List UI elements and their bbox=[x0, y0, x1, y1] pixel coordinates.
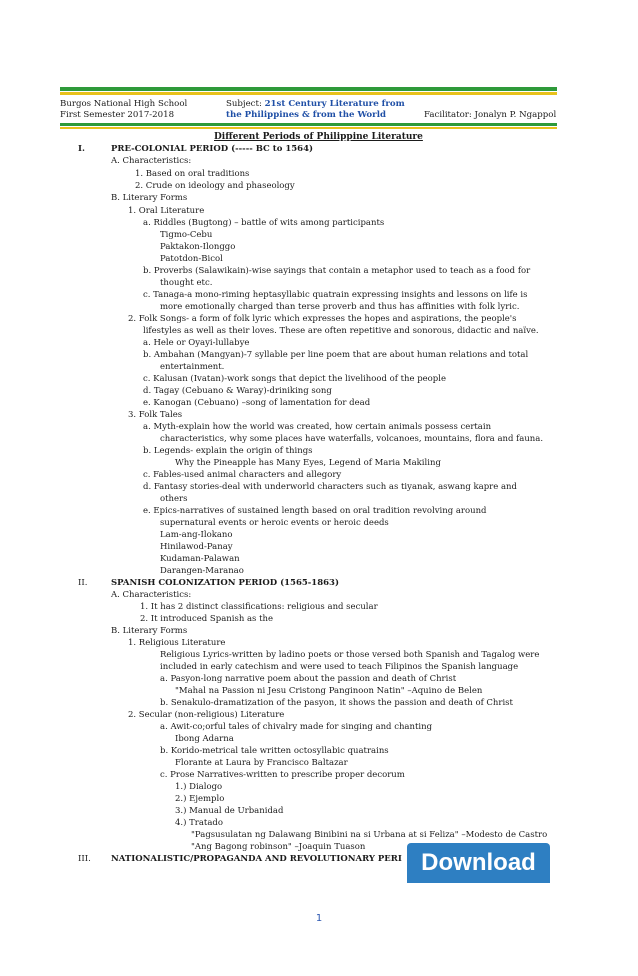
text-line: Patotdon-Bicol bbox=[160, 254, 223, 264]
text-line: more emotionally charged than terse proverb and thus has affinities with folk lyric. bbox=[160, 302, 520, 312]
text-line: 2. Folk Songs- a form of folk lyric which expresses the hopes and aspirations, the people's bbox=[128, 314, 517, 324]
text-line: 2.) Ejemplo bbox=[175, 794, 225, 804]
text-line: a. Hele or Oyayi-lullabye bbox=[143, 338, 250, 348]
text-line: II. bbox=[78, 578, 88, 588]
text-line: 4.) Tratado bbox=[175, 818, 223, 828]
text-line: e. Epics-narratives of sustained length based on oral tradition revolving around bbox=[143, 506, 487, 516]
text-line: B. Literary Forms bbox=[111, 626, 188, 636]
text-line: supernatural events or heroic events or heroic deeds bbox=[160, 518, 389, 528]
text-line: 1. It has 2 distinct classifications: religious and secular bbox=[140, 602, 378, 612]
text-line: d. Tagay (Cebuano & Waray)-driniking song bbox=[143, 386, 332, 396]
text-line: b. Legends- explain the origin of things bbox=[143, 446, 313, 456]
school-name: Burgos National High School bbox=[60, 99, 188, 109]
text-line: "Ang Bagong robinson" –Joaquin Tuason bbox=[191, 842, 366, 852]
text-line: PRE-COLONIAL PERIOD (----- BC to 1564) bbox=[111, 144, 314, 154]
text-line: 3. Folk Tales bbox=[128, 410, 183, 420]
text-line: included in early catechism and were used to teach Filipinos the Spanish language bbox=[160, 662, 519, 672]
document-title: Different Periods of Philippine Literature bbox=[214, 132, 423, 142]
text-line: b. Ambahan (Mangyan)-7 syllable per line poem that are about human relations and total bbox=[143, 350, 529, 360]
subject-label: Subject: bbox=[226, 99, 265, 109]
text-line: 1. Based on oral traditions bbox=[135, 169, 250, 179]
text-line: 1.) Dialogo bbox=[175, 782, 223, 792]
text-line: Florante at Laura by Francisco Baltazar bbox=[175, 758, 348, 768]
text-line: Lam-ang-Ilokano bbox=[160, 530, 233, 540]
text-line: III. bbox=[78, 854, 91, 864]
header-rule-top-accent bbox=[60, 92, 557, 95]
text-line: a. Awit-co;orful tales of chivalry made for singing and chanting bbox=[160, 722, 433, 732]
text-line: 2. Crude on ideology and phaseology bbox=[135, 181, 295, 191]
text-line: 2. It introduced Spanish as the bbox=[140, 614, 274, 624]
text-line: NATIONALISTIC/PROPAGANDA AND REVOLUTIONARY PERI bbox=[111, 854, 402, 864]
text-line: SPANISH COLONIZATION PERIOD (1565-1863) bbox=[111, 578, 339, 588]
text-line: Darangen-Maranao bbox=[160, 566, 244, 576]
text-line: 1. Oral Literature bbox=[128, 206, 205, 216]
text-line: d. Fantasy stories-deal with underworld characters such as tiyanak, aswang kapre and bbox=[143, 482, 517, 492]
text-line: I. bbox=[78, 144, 85, 154]
header-rule-bottom-accent bbox=[60, 127, 557, 129]
subject-line2: the Philippines & from the World bbox=[226, 110, 386, 120]
text-line: "Pagsusulatan ng Dalawang Binibini na si Urbana at si Feliza" –Modesto de Castro bbox=[191, 830, 548, 840]
facilitator: Facilitator: Jonalyn P. Ngappol bbox=[424, 110, 557, 120]
text-line: Why the Pineapple has Many Eyes, Legend of Maria Makiling bbox=[175, 458, 441, 468]
text-line: c. Fables-used animal characters and allegory bbox=[143, 470, 342, 480]
text-line: Hinilawod-Panay bbox=[160, 542, 233, 552]
text-line: c. Tanaga-a mono-riming heptasyllabic quatrain expressing insights and lessons on life is bbox=[143, 290, 528, 300]
text-line: entertainment. bbox=[160, 362, 225, 372]
text-line: others bbox=[160, 494, 188, 504]
text-line: Paktakon-Ilonggo bbox=[160, 242, 236, 252]
subject-block bbox=[226, 99, 405, 110]
page-number: 1 bbox=[315, 913, 323, 924]
subject-line1: 21st Century Literature from bbox=[264, 99, 405, 109]
text-line: A. Characteristics: bbox=[111, 156, 192, 166]
text-line: a. Pasyon-long narrative poem about the passion and death of Christ bbox=[160, 674, 457, 684]
text-line: a. Riddles (Bugtong) – battle of wits among participants bbox=[143, 218, 385, 228]
header-rule-top bbox=[60, 87, 557, 91]
text-line: c. Kalusan (Ivatan)-work songs that depict the livelihood of the people bbox=[143, 374, 446, 384]
text-line: lifestyles as well as their loves. These are often repetitive and sonorous, didactic and naïve. bbox=[143, 326, 539, 336]
text-line: 1. Religious Literature bbox=[128, 638, 226, 648]
text-line: b. Korido-metrical tale written octosyllabic quatrains bbox=[160, 746, 389, 756]
text-line: Religious Lyrics-written by ladino poets or those versed both Spanish and Tagalog were bbox=[160, 650, 540, 660]
text-line: b. Proverbs (Salawikain)-wise sayings that contain a metaphor used to teach as a food for bbox=[143, 266, 531, 276]
text-line: A. Characteristics: bbox=[111, 590, 192, 600]
text-line: B. Literary Forms bbox=[111, 193, 188, 203]
text-line: thought etc. bbox=[160, 278, 213, 288]
text-line: Kudaman-Palawan bbox=[160, 554, 240, 564]
text-line: characteristics, why some places have waterfalls, volcanoes, mountains, flora and fauna. bbox=[160, 434, 544, 444]
download-button[interactable]: Download bbox=[407, 843, 550, 883]
text-line: c. Prose Narratives-written to prescribe proper decorum bbox=[160, 770, 405, 780]
text-line: Ibong Adarna bbox=[175, 734, 234, 744]
text-line: 2. Secular (non-religious) Literature bbox=[128, 710, 285, 720]
text-line: "Mahal na Passion ni Jesu Cristong Panginoon Natin" –Aquino de Belen bbox=[175, 686, 483, 696]
text-line: Tigmo-Cebu bbox=[160, 230, 213, 240]
text-line: a. Myth-explain how the world was created, how certain animals possess certain bbox=[143, 422, 492, 432]
header-rule-bottom bbox=[60, 123, 557, 126]
semester: First Semester 2017-2018 bbox=[60, 110, 175, 120]
text-line: 3.) Manual de Urbanidad bbox=[175, 806, 284, 816]
text-line: b. Senakulo-dramatization of the pasyon, it shows the passion and death of Christ bbox=[160, 698, 513, 708]
text-line: e. Kanogan (Cebuano) –song of lamentation for dead bbox=[143, 398, 371, 408]
